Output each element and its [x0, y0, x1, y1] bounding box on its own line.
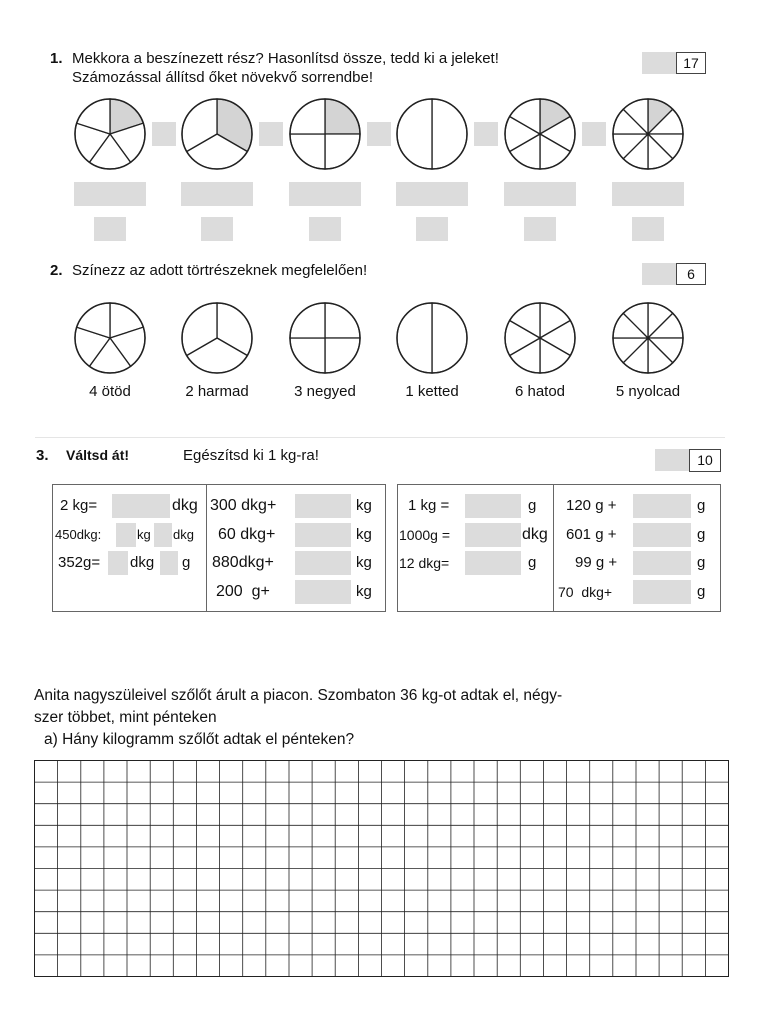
task1-fraction-answer-box[interactable] — [612, 182, 684, 206]
task1-fraction-circle — [288, 97, 362, 171]
task2-fraction-circle[interactable] — [288, 301, 362, 375]
task1-fraction-answer-box[interactable] — [504, 182, 576, 206]
task2-fraction-label: 4 ötöd — [89, 383, 131, 400]
task4-text-line2: szer többet, mint pénteken — [34, 709, 217, 726]
task2-fraction-circle[interactable] — [180, 301, 254, 375]
task2-fraction-circle[interactable] — [73, 301, 147, 375]
task2-score-input[interactable] — [642, 263, 676, 285]
conv-l1-r3-unit1: dkg — [130, 554, 155, 571]
conv-r1-r1-label: 1 kg = — [408, 497, 450, 514]
task1-fraction-circle — [611, 97, 685, 171]
conv-l2-r4-label: 200 g+ — [216, 583, 270, 600]
conv-l1-r2-label: 450dkg: — [55, 527, 102, 542]
fraction-sector[interactable] — [397, 303, 432, 373]
task1-order-number-box[interactable] — [201, 217, 233, 241]
conv-r2-r1-blank[interactable] — [633, 494, 691, 518]
conv-r2-r3-unit: g — [697, 554, 706, 571]
task1-score-input[interactable] — [642, 52, 676, 74]
conv-l1-r2-unit1: kg — [137, 527, 151, 542]
task2-fraction-label: 5 nyolcad — [615, 383, 681, 400]
conv-l2-r4-unit: kg — [356, 583, 372, 600]
conv-r1-r1-blank[interactable] — [465, 494, 521, 518]
conv-r1-r3-label: 12 dkg= — [399, 555, 450, 571]
task3-score-input[interactable] — [655, 449, 689, 471]
conv-r2-r2-label: 601 g + — [566, 526, 617, 543]
conv-l2-r2-unit: kg — [356, 526, 372, 543]
task1-instruction-line1: Mekkora a beszínezett rész? Hasonlítsd össze, tedd ki a jeleket! — [72, 50, 499, 67]
conv-l2-r2-label: 60 dkg+ — [218, 526, 276, 543]
task1-fraction-circle — [180, 97, 254, 171]
task1-comparison-sign-box[interactable] — [152, 122, 176, 146]
conv-l2-r3-blank[interactable] — [295, 551, 351, 575]
task2-fraction-label: 6 hatod — [514, 383, 566, 400]
task1-order-number-box[interactable] — [94, 217, 126, 241]
conv-l1-r2-unit2: dkg — [173, 527, 194, 542]
task1-fraction-circle — [73, 97, 147, 171]
task1-comparison-sign-box[interactable] — [582, 122, 606, 146]
conv-r1-r3-unit: g — [528, 554, 537, 571]
task1-number: 1. — [50, 50, 63, 67]
task1-comparison-sign-box[interactable] — [367, 122, 391, 146]
conv-l2-r1-blank[interactable] — [295, 494, 351, 518]
task1-fraction-circle — [503, 97, 577, 171]
task4-question: a) Hány kilogramm szőlőt adtak el pénteken? — [44, 731, 355, 748]
conv-l2-r1-unit: kg — [356, 497, 372, 514]
task1-fraction-answer-box[interactable] — [289, 182, 361, 206]
task1-fraction-answer-box[interactable] — [181, 182, 253, 206]
conv-r2-r3-label: 99 g + — [575, 554, 618, 571]
conv-l1-r3-label: 352g= — [58, 554, 101, 571]
conversion-box-right-divider — [553, 484, 554, 611]
conv-l2-r2-blank[interactable] — [295, 523, 351, 547]
conv-r2-r4-label: 70 dkg+ — [558, 584, 613, 600]
conv-l1-r2-blank2[interactable] — [154, 523, 172, 547]
task1-max-score: 17 — [676, 52, 706, 74]
task2-fraction-label: 3 negyed — [294, 383, 356, 400]
conv-r2-r4-unit: g — [697, 583, 706, 600]
task2-max-score: 6 — [676, 263, 706, 285]
conv-r2-r1-label: 120 g + — [566, 497, 617, 514]
conv-r1-r3-blank[interactable] — [465, 551, 521, 575]
conv-l1-r1-blank[interactable] — [112, 494, 170, 518]
conv-l1-r3-unit2: g — [182, 554, 191, 571]
conv-l1-r1-unit: dkg — [172, 497, 198, 514]
conv-r2-r3-blank[interactable] — [633, 551, 691, 575]
task2-number: 2. — [50, 262, 63, 279]
conv-r1-r2-blank[interactable] — [465, 523, 521, 547]
answer-grid[interactable] — [34, 760, 729, 978]
task1-order-number-box[interactable] — [416, 217, 448, 241]
task2-fraction-circle[interactable] — [503, 301, 577, 375]
task4-text-line1: Anita nagyszüleivel szőlőt árult a piacon. Szombaton 36 kg-ot adtak el, négy- — [34, 687, 563, 704]
conv-l1-r3-blank2[interactable] — [160, 551, 178, 575]
task2-fraction-label: 1 ketted — [405, 383, 459, 400]
conv-r1-r1-unit: g — [528, 497, 537, 514]
conv-r2-r2-blank[interactable] — [633, 523, 691, 547]
task1-order-number-box[interactable] — [524, 217, 556, 241]
fraction-sector — [432, 99, 467, 169]
task1-instruction-line2: Számozással állítsd őket növekvő sorrendbe! — [72, 69, 373, 86]
task3-title: Váltsd át! — [66, 447, 130, 463]
task2-fraction-circle[interactable] — [611, 301, 685, 375]
conv-l2-r1-label: 300 dkg+ — [210, 497, 277, 514]
conv-l1-r3-blank1[interactable] — [108, 551, 128, 575]
task1-fraction-answer-box[interactable] — [396, 182, 468, 206]
conv-l2-r3-unit: kg — [356, 554, 372, 571]
section-divider — [35, 437, 725, 438]
conv-r2-r1-unit: g — [697, 497, 706, 514]
fraction-sector — [397, 99, 432, 169]
task1-fraction-answer-box[interactable] — [74, 182, 146, 206]
task2-instruction: Színezz az adott törtrészeknek megfelelően! — [72, 262, 368, 279]
task3-max-score: 10 — [689, 449, 721, 472]
conv-l2-r4-blank[interactable] — [295, 580, 351, 604]
task3-number: 3. — [36, 447, 49, 464]
task1-order-number-box[interactable] — [309, 217, 341, 241]
conv-l1-r1-label: 2 kg= — [60, 497, 98, 514]
task2-fraction-label: 2 harmad — [185, 383, 249, 400]
fraction-sector[interactable] — [432, 303, 467, 373]
conv-l2-r3-label: 880dkg+ — [212, 554, 274, 571]
task1-comparison-sign-box[interactable] — [259, 122, 283, 146]
conv-l1-r2-blank1[interactable] — [116, 523, 136, 547]
conv-r2-r2-unit: g — [697, 526, 706, 543]
task2-fraction-circle[interactable] — [395, 301, 469, 375]
conversion-box-left-divider — [206, 484, 207, 611]
task1-fraction-circle — [395, 97, 469, 171]
conv-r2-r4-blank[interactable] — [633, 580, 691, 604]
conv-r1-r2-unit: dkg — [522, 526, 548, 543]
task1-order-number-box[interactable] — [632, 217, 664, 241]
task1-comparison-sign-box[interactable] — [474, 122, 498, 146]
conv-r1-r2-label: 1000g = — [399, 527, 450, 543]
task3-subtitle: Egészítsd ki 1 kg-ra! — [183, 447, 319, 464]
